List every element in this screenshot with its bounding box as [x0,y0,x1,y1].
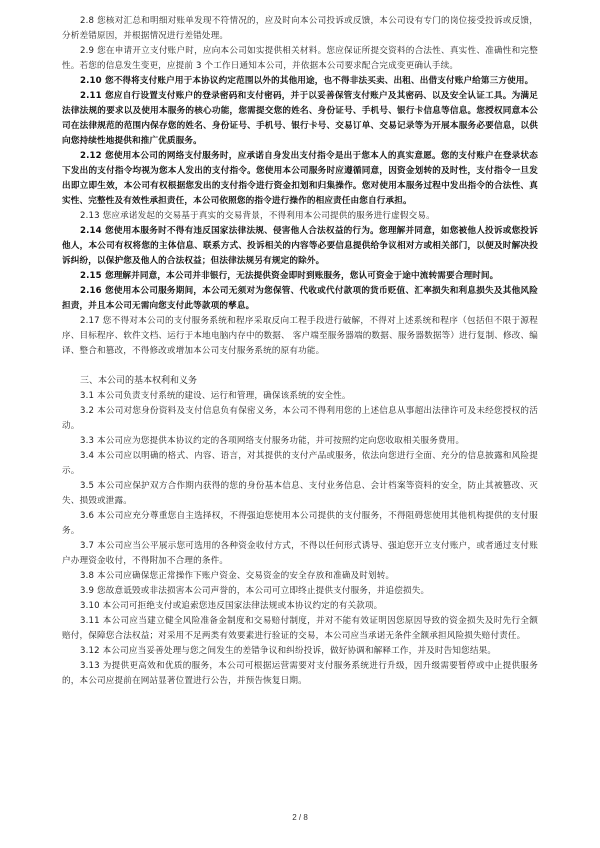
clause-3-2: 3.2 本公司对您身份资料及支付信息负有保密义务，本公司不得利用您的上述信息从事超出法律许可及未经您授权的活动。 [62,406,538,431]
clause-3-5: 3.5 本公司应保护双方合作期内获得的您的身份基本信息、支付业务信息、会计档案等资料的安全，防止其被篡改、灭失、损毁或泄露。 [62,481,538,506]
section-gap [62,359,538,374]
section-3-heading: 三、本公司的基本权利和义务 [80,376,198,386]
clause-2-16: 2.16 您使用本公司服务期间，本公司无须对为您保管、代收或代付款项的货币贬值、汇率损失和利息损失及其他风险担责，并且本公司无需向您支付此等款项的孳息。 [62,286,538,311]
clause-2-8: 2.8 您核对汇总和明细对账单发现不符情况的，应及时向本公司投诉或反馈，本公司设有专门的岗位接受投诉或反馈，分析差错原因，并根据情况进行差错处理。 [62,16,538,41]
clause-2-17: 2.17 您不得对本公司的支付服务系统和程序采取反向工程手段进行破解，不得对上述系统和程序（包括但不限于源程序、目标程序、软件文档、运行于本地电脑内存中的数据、 客户端至服务器端的数据、服务器数据等）进行复制、修改、编译、整合和篡改，不得修改或增加本公司支付服务系统的原有功能。 [62,316,538,356]
clause-3-6: 3.6 本公司应充分尊重您自主选择权，不得强迫您使用本公司提供的支付服务，不得阻碍您使用其他机构提供的支付服务。 [62,511,538,536]
clause-3-9: 3.9 您故意诋毁或非法损害本公司声誉的，本公司可立即终止提供支付服务，并追偿损失。 [80,586,430,596]
clause-2-13: 2.13 您应承诺发起的交易基于真实的交易背景，不得利用本公司提供的服务进行虚假交易。 [80,211,435,221]
clause-3-10: 3.10 本公司可拒绝支付或追索您违反国家法律法规或本协议约定的有关款项。 [80,601,383,611]
clause-3-13: 3.13 为提供更高效和优质的服务，本公司可根据运营需要对支付服务系统进行升级，因升级需要暂停或中止提供服务的，本公司应提前在网站显著位置进行公告，并预告恢复日期。 [62,661,538,686]
clause-2-11: 2.11 您应自行设置支付账户的登录密码和支付密码，并于以妥善保管支付账户及其密码、以及安全认证工具。为满足法律法规的要求以及使用本服务的核心功能，您需提交您的姓名、身份证号、手机号、银行卡信息等信息。您授权同意本公司在法律规范的范围内保存您的姓名、身份证号、手机号、银行卡号、交易订单、交易记录等为开展本服务必要信息，以供向您持续性地提供和推广优质服务。 [62,91,538,146]
page-number: 2 / 8 [292,813,308,822]
clause-2-10: 2.10 您不得将支付账户用于本协议约定范围以外的其他用途，也不得非法买卖、出租、出借支付账户给第三方使用。 [80,76,534,86]
clause-3-8: 3.8 本公司应确保您正常操作下账户资金、交易资金的安全存放和准确及时划转。 [80,571,395,581]
clause-2-15: 2.15 您理解并同意，本公司并非银行，无法提供资金即时到账服务，您认可资金于途中流转需要合理时间。 [80,271,499,281]
clause-list-section-3 [62,389,538,689]
clause-3-3: 3.3 本公司应为您提供本协议约定的各项网络支付服务功能，并可按照约定向您收取相关服务费用。 [80,436,465,446]
clause-list-section-2 [62,14,538,359]
clause-2-14: 2.14 您使用本服务时不得有违反国家法律法规、侵害他人合法权益的行为。您理解并同意，如您被他人投诉或您投诉他人，本公司有权将您的主体信息、联系方式、投诉相关的内容等必要信息提供给争议相对方或相关部门，以便及时解决投诉纠纷，以保护您及他人的合法权益；但法律法规另有规定的除外。 [62,226,538,266]
clause-3-4: 3.4 本公司应以明确的格式、内容、语言，对其提供的支付产品或服务，依法向您进行全面、充分的信息披露和风险提示。 [62,451,538,476]
clause-2-9: 2.9 您在申请开立支付账户时，应向本公司如实提供相关材料。您应保证所提交资料的合法性、真实性、准确性和完整性。若您的信息发生变更，应提前 3 个工作日通知本公司，并依据本公司要求配合完成变更确认手续。 [62,46,538,71]
clause-3-11: 3.11 本公司应当建立健全风险准备金制度和交易赔付制度，并对不能有效证明因您原因导致的资金损失及时先行全额赔付，保障您合法权益；对采用不足两类有效要素进行验证的交易，本公司应当承诺无条件全额承担风险损失赔付责任。 [62,616,538,641]
clause-3-7: 3.7 本公司应当公平展示您可选用的各种资金收付方式，不得以任何形式诱导、强迫您开立支付账户，或者通过支付账户办理资金收付，不得附加不合理的条件。 [62,541,538,566]
clause-3-12: 3.12 本公司应当妥善处理与您之间发生的差错争议和纠纷投诉，做好协调和解释工作，并及时告知您结果。 [80,646,497,656]
clause-3-1: 3.1 本公司负责支付系统的建设、运行和管理，确保该系统的安全性。 [80,391,351,401]
clause-2-12: 2.12 您使用本公司的网络支付服务时，应承诺自身发出支付指令是出于您本人的真实意愿。您的支付账户在登录状态下发出的支付指令均视为您本人发出的支付指令。您使用本公司服务时应遵循同意，因资金划转的及时性，支付指令一旦发出即立即生效，本公司有权根据您发出的支付指令进行资金扣划和归集操作。您对使用本服务过程中发出指令的合法性、真实性、完整性及有效性承担责任，本公司依照您的指令进行操作的相应责任由您自行承担。 [62,151,538,206]
